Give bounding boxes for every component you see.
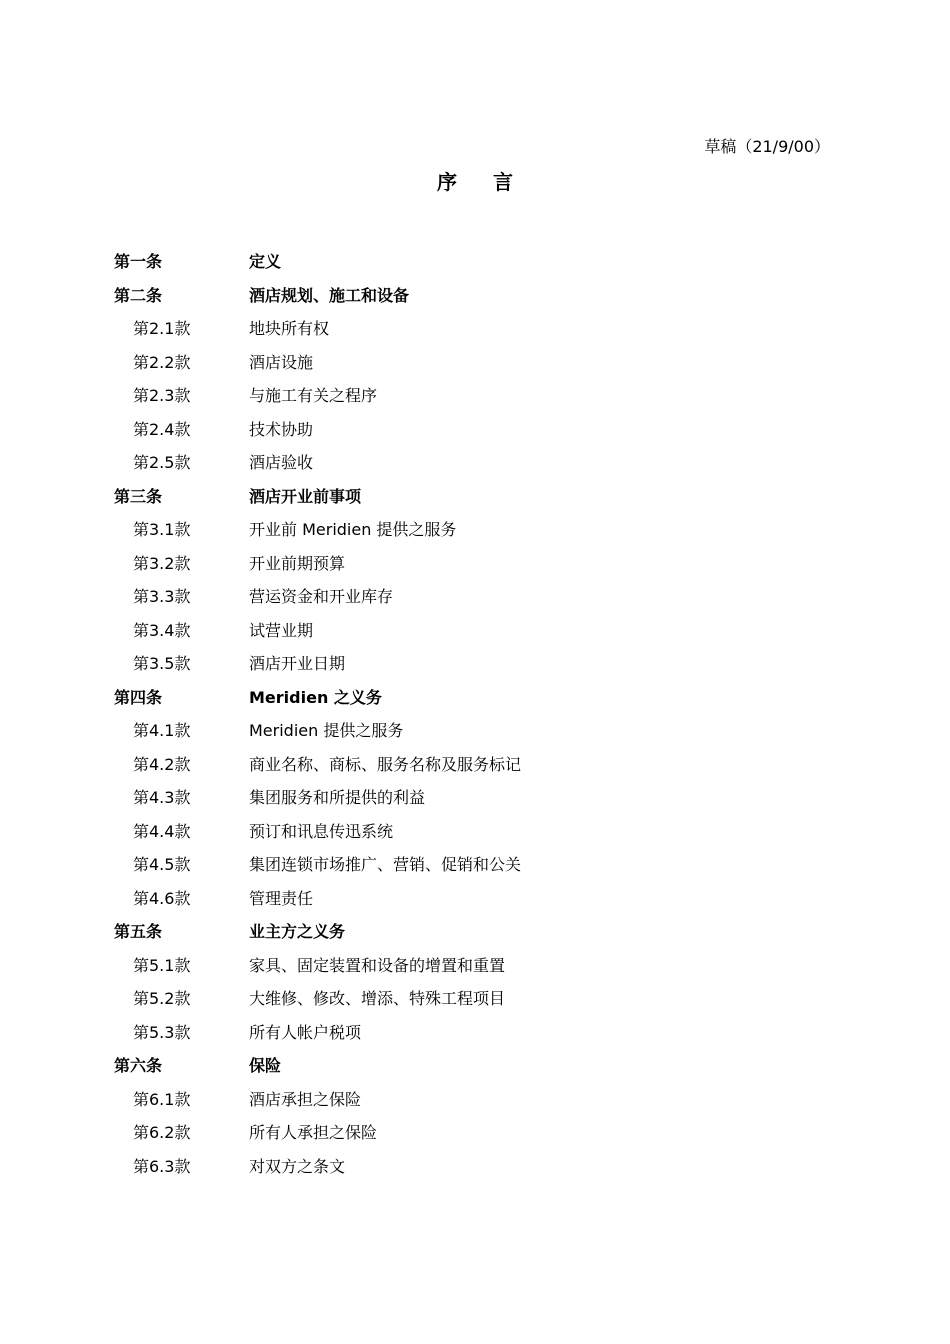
clause-number: 第4.6款 [133, 888, 191, 908]
clause-heading: 所有人承担之保险 [249, 1123, 378, 1142]
article-number: 第一条 [114, 252, 163, 271]
clause-number: 第4.1款 [133, 721, 191, 740]
clause-number: 第2.4款 [133, 419, 191, 439]
clause-number: 第2.1款 [133, 319, 191, 338]
clause-number: 第6.3款 [133, 1156, 191, 1176]
clause-heading: 营运资金和开业库存 [249, 587, 394, 606]
clause-number: 第3.4款 [133, 620, 191, 640]
article-number: 第五条 [114, 922, 163, 941]
clause-heading: 大维修、修改、增添、特殊工程项目 [249, 989, 506, 1008]
toc-article-row [0, 245, 950, 279]
toc-clause-row [0, 815, 950, 849]
clause-number: 第5.1款 [133, 955, 191, 975]
toc-clause-row [0, 848, 950, 882]
clause-number: 第4.2款 [133, 754, 191, 774]
clause-heading: 酒店开业日期 [249, 654, 346, 673]
toc-clause-row [0, 1016, 950, 1050]
clause-number: 第2.5款 [133, 453, 191, 472]
article-number: 第三条 [114, 486, 163, 506]
table-of-contents [0, 245, 950, 1183]
clause-number: 第3.2款 [133, 553, 191, 573]
toc-article-row [0, 480, 950, 514]
clause-number: 第6.2款 [133, 1123, 191, 1142]
draft-date-label: 草稿（21/9/00） [704, 137, 830, 156]
clause-number: 第3.3款 [133, 587, 191, 606]
toc-article-row [0, 915, 950, 949]
toc-clause-row [0, 547, 950, 581]
toc-clause-row [0, 781, 950, 815]
clause-heading: 管理责任 [249, 888, 314, 908]
toc-clause-row [0, 1083, 950, 1117]
article-heading: 保险 [249, 1056, 282, 1075]
article-heading: 定义 [249, 252, 282, 271]
clause-number: 第4.5款 [133, 855, 191, 874]
clause-heading: 预订和讯息传迅系统 [249, 821, 394, 841]
clause-heading: Meridien 提供之服务 [249, 721, 404, 740]
clause-number: 第6.1款 [133, 1089, 191, 1109]
clause-heading: 酒店承担之保险 [249, 1089, 362, 1109]
article-number: 第六条 [114, 1056, 163, 1075]
toc-article-row [0, 279, 950, 313]
toc-clause-row [0, 446, 950, 480]
clause-number: 第3.5款 [133, 654, 191, 673]
toc-clause-row [0, 748, 950, 782]
article-heading: Meridien 之义务 [249, 687, 382, 707]
article-heading: 酒店开业前事项 [249, 486, 362, 506]
toc-clause-row [0, 882, 950, 916]
article-number: 第四条 [114, 687, 163, 707]
toc-clause-row [0, 513, 950, 547]
article-heading: 业主方之义务 [249, 922, 346, 941]
clause-heading: 家具、固定装置和设备的增置和重置 [249, 955, 506, 975]
toc-clause-row [0, 580, 950, 614]
toc-clause-row [0, 982, 950, 1016]
article-number: 第二条 [114, 285, 163, 305]
article-heading: 酒店规划、施工和设备 [249, 285, 410, 305]
toc-clause-row [0, 1150, 950, 1184]
clause-number: 第4.4款 [133, 821, 191, 841]
clause-heading: 商业名称、商标、服务名称及服务标记 [249, 754, 522, 774]
clause-heading: 与施工有关之程序 [249, 386, 378, 405]
toc-clause-row [0, 949, 950, 983]
clause-heading: 酒店设施 [249, 352, 314, 372]
toc-clause-row [0, 647, 950, 681]
page-title: 序言 [437, 170, 549, 194]
toc-clause-row [0, 714, 950, 748]
toc-clause-row [0, 346, 950, 380]
clause-heading: 酒店验收 [249, 453, 314, 472]
clause-heading: 开业前期预算 [249, 553, 346, 573]
toc-clause-row [0, 312, 950, 346]
clause-heading: 集团连锁市场推广、营销、促销和公关 [249, 855, 522, 874]
clause-number: 第5.2款 [133, 989, 191, 1008]
clause-heading: 开业前 Meridien 提供之服务 [249, 520, 457, 539]
toc-clause-row [0, 379, 950, 413]
clause-number: 第2.3款 [133, 386, 191, 405]
clause-heading: 所有人帐户税项 [249, 1022, 362, 1042]
toc-clause-row [0, 1116, 950, 1150]
toc-article-row [0, 1049, 950, 1083]
clause-number: 第3.1款 [133, 520, 191, 539]
clause-number: 第4.3款 [133, 788, 191, 807]
toc-clause-row [0, 614, 950, 648]
clause-number: 第5.3款 [133, 1022, 191, 1042]
clause-heading: 地块所有权 [249, 319, 330, 338]
clause-heading: 集团服务和所提供的利益 [249, 788, 426, 807]
toc-clause-row [0, 413, 950, 447]
clause-number: 第2.2款 [133, 352, 191, 372]
clause-heading: 技术协助 [249, 419, 314, 439]
clause-heading: 对双方之条文 [249, 1156, 346, 1176]
clause-heading: 试营业期 [249, 620, 314, 640]
toc-article-row [0, 681, 950, 715]
